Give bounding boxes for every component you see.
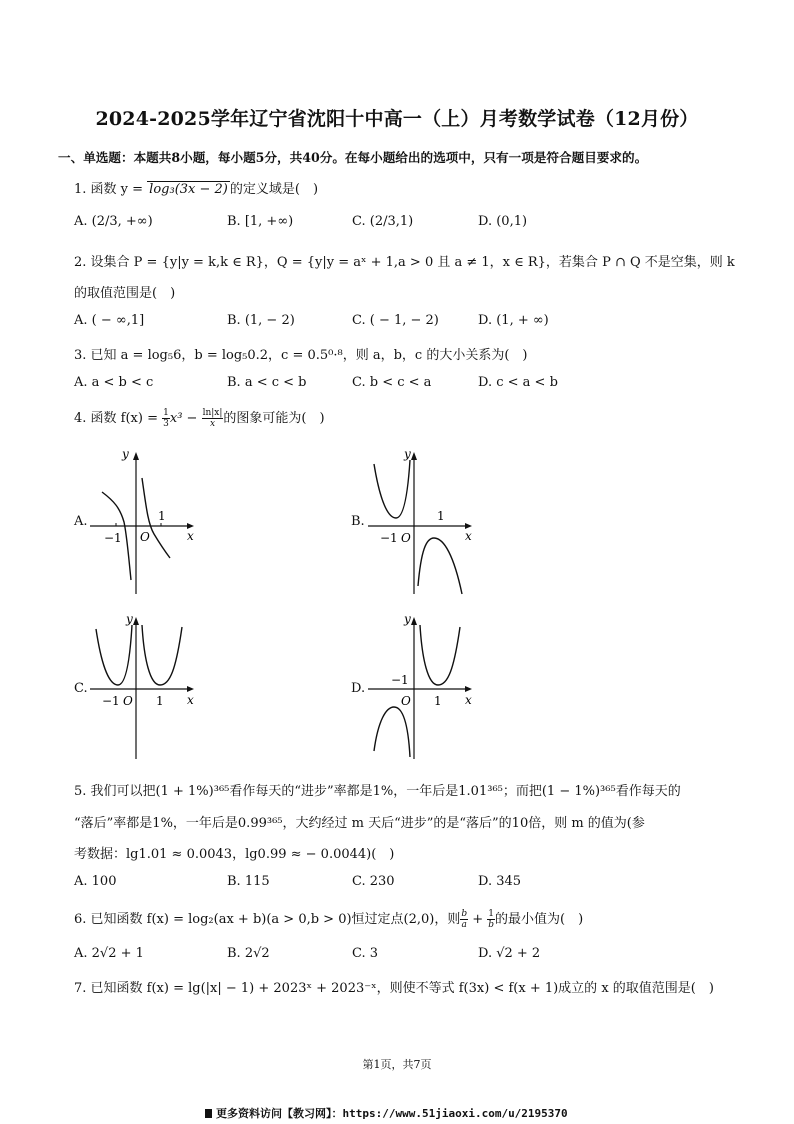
q4-option-b-label[interactable]: B. (351, 514, 365, 529)
q6-fb-num: 1 (488, 909, 495, 919)
q1-option-a[interactable]: A. (2/3, +∞) (74, 214, 153, 229)
question-6 (74, 908, 583, 930)
q6-fraction-1-over-b (487, 909, 495, 930)
q4-frac1-num: 1 (163, 408, 169, 418)
page-number: 第1页，共7页 (362, 1058, 432, 1071)
q6-option-b[interactable]: B. 2√2 (227, 946, 270, 961)
q5-option-c[interactable]: C. 230 (352, 874, 395, 889)
curve-right (142, 478, 170, 558)
q2-stem-line2: 的取值范围是( ) (74, 286, 176, 301)
q5-stem-line2: “落后”率都是1%，一年后是0.99³⁶⁵，大约经过 m 天后“进步”的是“落后”的10倍，则 m 的值为(参 (74, 816, 645, 831)
q4-fraction-lnx (202, 408, 224, 429)
q1-option-b[interactable]: B. [1, +∞) (227, 214, 294, 229)
tick-1: 1 (434, 694, 442, 708)
tick-neg1: −1 (391, 673, 409, 687)
y-label: y (404, 447, 411, 461)
q2-option-c[interactable]: C. ( − 1, − 2) (352, 313, 439, 328)
q1-option-c[interactable]: C. (2/3,1) (352, 214, 414, 229)
q3-option-a[interactable]: A. a < b < c (74, 375, 154, 390)
q6-option-d[interactable]: D. √2 + 2 (478, 946, 541, 961)
tick-1: 1 (158, 509, 166, 523)
q4-graph-c[interactable] (86, 611, 198, 763)
tick-1: 1 (156, 694, 164, 708)
q7-stem: 7. 已知函数 f(x) = lg(|x| − 1) + 2023ˣ + 2023⁻ˣ，则使不等式 f(3x) < f(x + 1)成立的 x 的取值范围是( ) (74, 981, 714, 996)
q4-fraction-one-third (162, 408, 170, 429)
origin-label: O (123, 694, 133, 708)
q4-frac1-den: 3 (163, 419, 169, 429)
x-label: x (187, 529, 194, 543)
q3-option-c[interactable]: C. b < c < a (352, 375, 432, 390)
q5-option-d[interactable]: D. 345 (478, 874, 522, 889)
origin-label: O (140, 530, 150, 544)
q4-option-a-label[interactable]: A. (74, 514, 88, 529)
q5-option-a[interactable]: A. 100 (74, 874, 117, 889)
x-label: x (465, 693, 472, 707)
tick-neg1: −1 (104, 531, 122, 545)
curve-left (374, 460, 410, 518)
q6-plus: + (468, 912, 488, 927)
q6-fa-den: a (461, 920, 467, 930)
resource-link[interactable]: 更多资料访问【教习网】：https://www.51jiaoxi.com/u/2195370 (216, 1107, 568, 1120)
q1-stem-pre: 1. 函数 y = (74, 182, 148, 197)
q4-graph-b[interactable] (364, 446, 476, 598)
q4-option-c-label[interactable]: C. (74, 681, 88, 696)
q1-radicand: log₃(3x − 2) (149, 182, 228, 197)
q2-option-d[interactable]: D. (1, + ∞) (478, 313, 549, 328)
tick-neg1: −1 (102, 694, 120, 708)
q6-option-a[interactable]: A. 2√2 + 1 (74, 946, 144, 961)
q4-graph-a[interactable] (86, 446, 198, 598)
curve-right (418, 538, 462, 594)
q2-option-a[interactable]: A. ( − ∞,1] (74, 313, 145, 328)
question-1 (74, 178, 318, 197)
q2-stem-line1: 2. 设集合 P = {y|y = k,k ∈ R}，Q = {y|y = aˣ + 1,a > 0 且 a ≠ 1，x ∈ R}，若集合 P ∩ Q 不是空集，则 k (74, 255, 735, 270)
y-label: y (404, 612, 411, 626)
origin-label: O (401, 531, 411, 545)
section-heading: 一、单选题：本题共8小题，每小题5分，共40分。在每小题给出的选项中，只有一项是符合题目要求的。 (58, 150, 648, 165)
q6-fa-num: b (461, 909, 468, 919)
resource-banner[interactable] (205, 1105, 568, 1121)
y-label: y (122, 447, 129, 461)
curve-left (96, 625, 132, 685)
curve-left (374, 707, 410, 757)
q1-option-d[interactable]: D. (0,1) (478, 214, 528, 229)
x-label: x (187, 693, 194, 707)
q4-stem-mid: x³ − (169, 411, 202, 426)
q6-stem-pre: 6. 已知函数 f(x) = log₂(ax + b)(a > 0,b > 0)恒过定点(2,0)，则 (74, 912, 461, 927)
q4-graph-d[interactable] (364, 611, 476, 763)
q3-option-b[interactable]: B. a < c < b (227, 375, 307, 390)
page-title: 2024-2025学年辽宁省沈阳十中高一（上）月考数学试卷（12月份） (95, 108, 699, 130)
y-label: y (126, 612, 133, 626)
curve-right (142, 625, 182, 685)
curve-right (420, 625, 460, 685)
q6-fb-den: b (488, 920, 495, 930)
q4-frac2-num: ln|x| (202, 408, 223, 418)
x-label: x (465, 529, 472, 543)
question-4 (74, 407, 325, 429)
flag-icon (205, 1109, 212, 1118)
q6-fraction-b-over-a (460, 909, 468, 930)
q4-option-d-label[interactable]: D. (351, 681, 366, 696)
tick-neg1: −1 (380, 531, 398, 545)
q6-option-c[interactable]: C. 3 (352, 946, 379, 961)
q5-stem-line1: 5. 我们可以把(1 + 1%)³⁶⁵看作每天的“进步”率都是1%，一年后是1.01³⁶⁵；而把(1 − 1%)³⁶⁵看作每天的 (74, 784, 681, 799)
origin-label: O (401, 694, 411, 708)
q5-stem-line3: 考数据：lg1.01 ≈ 0.0043，lg0.99 ≈ − 0.0044)( ) (74, 847, 395, 862)
q2-option-b[interactable]: B. (1, − 2) (227, 313, 295, 328)
q4-frac2-den: x (209, 419, 216, 429)
q4-stem-pre: 4. 函数 f(x) = (74, 411, 163, 426)
q4-stem-post: 的图象可能为( ) (223, 411, 325, 426)
tick-1: 1 (437, 509, 445, 523)
q5-option-b[interactable]: B. 115 (227, 874, 270, 889)
y-axis-arrow (133, 452, 139, 460)
q1-stem-post: 的定义域是( ) (229, 182, 319, 197)
q6-stem-post: 的最小值为( ) (495, 912, 584, 927)
q3-stem: 3. 已知 a = log₅6，b = log₅0.2，c = 0.5⁰·⁸，则 a，b，c 的大小关系为( ) (74, 348, 528, 363)
q3-option-d[interactable]: D. c < a < b (478, 375, 558, 390)
